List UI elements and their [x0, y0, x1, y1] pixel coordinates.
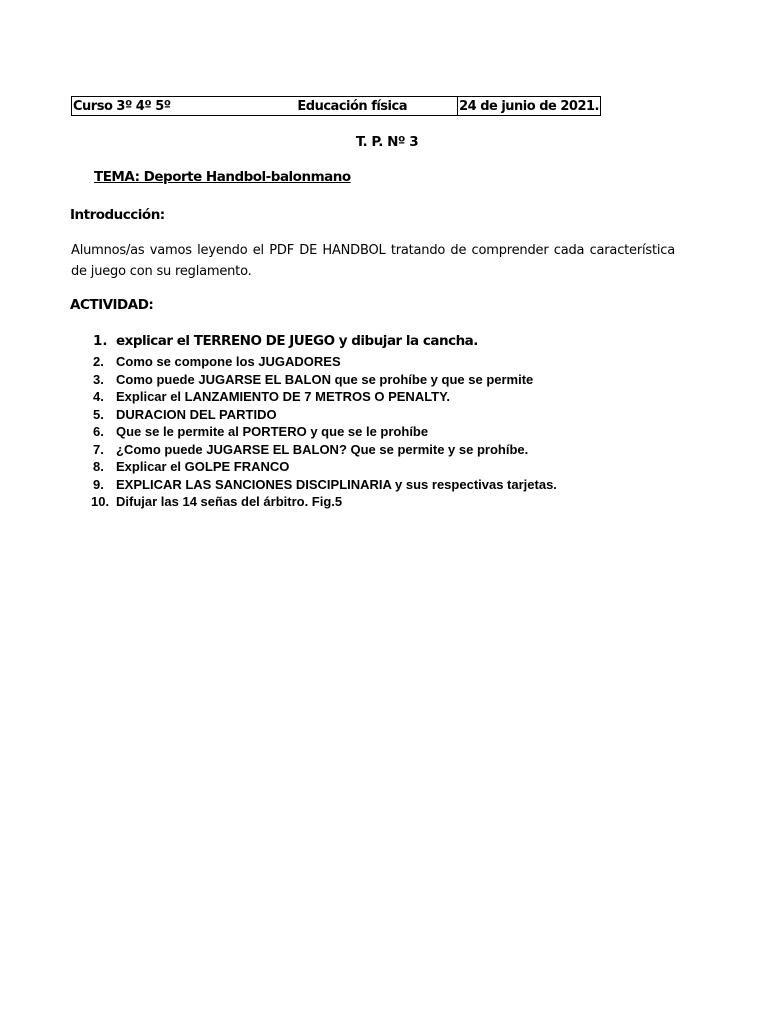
activity-list: [0, 333, 768, 512]
list-item: [0, 407, 768, 425]
date-cell: 24 de junio de 2021.: [459, 98, 599, 114]
list-item: [0, 494, 768, 512]
list-item: [0, 354, 768, 372]
topic-heading: TEMA: Deporte Handbol-balonmano: [94, 169, 351, 185]
list-item-text: Explicar el LANZAMIENTO DE 7 METROS O PENALTY.: [116, 389, 450, 404]
header-table: [71, 96, 601, 116]
course-cell: Curso 3º 4º 5º: [72, 97, 297, 116]
list-item-text: Que se le permite al PORTERO y que se le prohíbe: [116, 424, 429, 439]
list-item: [0, 372, 768, 390]
list-item: [0, 477, 768, 495]
list-item-text: DURACION DEL PARTIDO: [116, 406, 277, 422]
list-item-text: Explicar el GOLPE FRANCO: [116, 459, 290, 474]
list-item-text: Como se compone los JUGADORES: [116, 354, 341, 369]
list-item: [0, 442, 768, 460]
tp-title: T. P. Nº 3: [355, 134, 419, 150]
intro-paragraph: Alumnos/as vamos leyendo el PDF DE HANDBOL tratando de comprender cada característica de juego con su reglamento.: [71, 243, 675, 279]
list-item-number: 9.: [93, 476, 104, 492]
list-item-text: ¿Como puede JUGARSE EL BALON? Que se permite y se prohíbe.: [116, 441, 529, 457]
list-item: [0, 459, 768, 477]
list-item-text: EXPLICAR LAS SANCIONES DISCIPLINARIA y sus respectivas tarjetas.: [116, 476, 557, 492]
list-item-number: 10.: [91, 494, 110, 509]
list-item-number: 1.: [93, 333, 108, 349]
list-item-number: 5.: [93, 406, 104, 422]
list-item: [0, 333, 768, 354]
list-item-text: Como puede JUGARSE EL BALON que se prohíbe y que se permite: [116, 371, 534, 387]
list-item-text: explicar el TERRENO DE JUEGO y dibujar la cancha.: [116, 333, 478, 349]
intro-heading: Introducción:: [70, 207, 165, 223]
activity-heading: ACTIVIDAD:: [70, 297, 154, 313]
subject-cell: Educación física: [296, 97, 457, 116]
list-item-number: 2.: [93, 354, 104, 369]
list-item-number: 4.: [93, 389, 104, 404]
list-item: [0, 424, 768, 442]
list-item-number: 6.: [93, 424, 104, 439]
list-item-number: 7.: [93, 441, 104, 457]
list-item: [0, 389, 768, 407]
list-item-number: 8.: [93, 459, 104, 474]
list-item-number: 3.: [93, 371, 104, 387]
list-item-text: Difujar las 14 señas del árbitro. Fig.5: [116, 494, 343, 509]
